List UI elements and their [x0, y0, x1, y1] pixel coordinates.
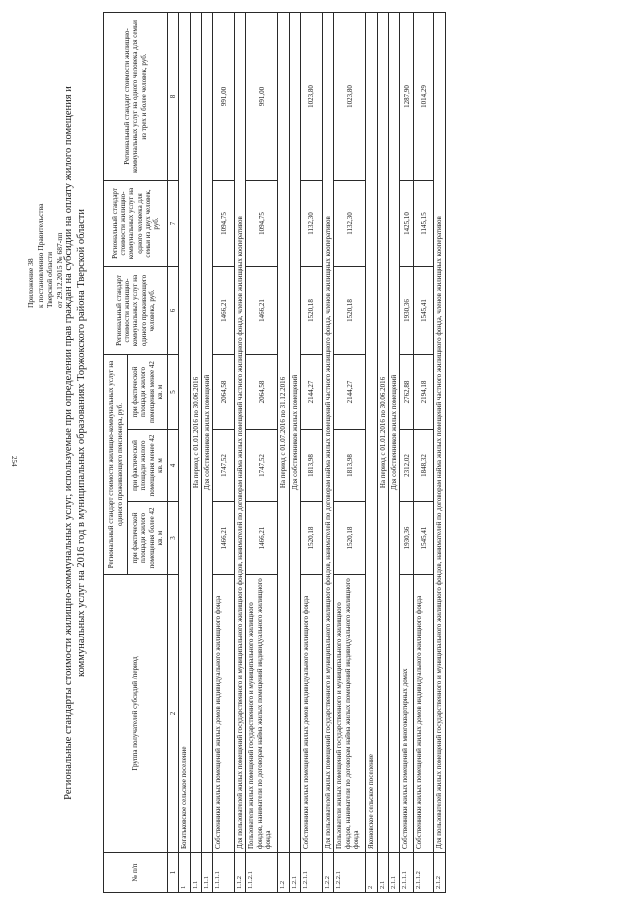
value-cell: 1023,80 [301, 13, 323, 181]
table-row [278, 13, 289, 893]
row-label: Пользователи жилых помещений государственного и муниципального жилищного фондов, наниматели по договорам найма жилых помещений индивидуального жилищного фонда [334, 575, 366, 853]
value-cell: 1520,18 [301, 502, 323, 575]
column-number-row [168, 13, 179, 893]
table-row [388, 13, 399, 893]
category-label: Для собственников жилых помещений [388, 13, 399, 853]
document-title [62, 23, 88, 863]
colnum: 5 [168, 355, 179, 430]
category-label: Для пользователей жилых помещений государственного и муниципального жилищного фондов, нанимателей по договорам найма жилых помещений частного жилищного фонда, членов жилищных кооперативов [323, 13, 334, 853]
row-number: 2 [366, 853, 377, 893]
value-cell: 2064,58 [213, 355, 235, 430]
row-number: 2.1.2 [434, 853, 445, 893]
value-cell: 1930,36 [400, 267, 414, 355]
value-cell: 1094,75 [213, 181, 235, 267]
row-number: 1.2.1 [289, 853, 300, 893]
title-line-2: коммунальных услуг на 2016 год в муниципальных образованиях Торжокского района Тверской области [76, 209, 87, 677]
value-cell: 2064,58 [246, 355, 278, 430]
table-row [213, 13, 235, 893]
row-number: 1.2.2 [323, 853, 334, 893]
value-cell: 2194,18 [414, 355, 434, 430]
row-number: 1.1.2.1 [246, 853, 278, 893]
appendix-number: Приложение 38 [26, 258, 35, 308]
row-number: 1.1 [190, 853, 201, 893]
colnum: 8 [168, 13, 179, 181]
value-cell: 2762,88 [400, 355, 414, 430]
appendix-block [26, 78, 64, 308]
row-number: 1.2.2.1 [334, 853, 366, 893]
row-number: 1.1.1.1 [213, 853, 235, 893]
value-cell: 1520,18 [301, 267, 323, 355]
table-row [190, 13, 201, 893]
colnum: 2 [168, 575, 179, 853]
row-label: Собственники жилых помещений жилых домов индивидуального жилищного фонда [213, 575, 235, 853]
row-label: Собственники жилых помещений в многоквартирных домах [400, 575, 414, 853]
value-cell: 1848,32 [414, 430, 434, 502]
row-number: 1.2.1.1 [301, 853, 323, 893]
appendix-region: Тверской области [45, 251, 55, 308]
value-cell: 1520,18 [334, 502, 366, 575]
row-number: 2.1.1.1 [400, 853, 414, 893]
value-cell: 1132,30 [334, 181, 366, 267]
table-row [246, 13, 278, 893]
header-family-two: Региональный стандарт стоимости жилищно-коммунальных услуг на одного человека для семьи из двух человек, руб. [104, 181, 168, 267]
appendix-date: от 29.12.2015 № 687-пп [54, 232, 64, 308]
period-label: На период с 01.01.2016 по 30.06.2016 [377, 13, 388, 853]
row-label: Собственники жилых помещений жилых домов индивидуального жилищного фонда [414, 575, 434, 853]
value-cell: 1466,21 [246, 502, 278, 575]
header-area-more: при фактической площади жилого помещения более 42 кв. м [128, 502, 168, 575]
table-row [377, 13, 388, 893]
header-family-three: Региональный стандарт стоимости жилищно-коммунальных услуг на одного человека для семьи из трех и более человек, руб. [104, 13, 168, 181]
value-cell: 1747,52 [246, 430, 278, 502]
table-row [179, 13, 190, 893]
value-cell: 1287,90 [400, 13, 414, 181]
page-number: 254 [10, 456, 18, 467]
colnum: 1 [168, 853, 179, 893]
header-num: № п/п [104, 853, 168, 893]
colnum: 6 [168, 267, 179, 355]
settlement-name: Яконовское сельское поселение [366, 13, 377, 853]
value-cell: 1545,41 [414, 267, 434, 355]
value-cell: 2144,27 [301, 355, 323, 430]
header-single-family: Региональный стандарт стоимости жилищно-коммунальных услуг на одиного проживающего человека, руб. [104, 267, 168, 355]
table-row [235, 13, 246, 893]
value-cell: 1545,41 [414, 502, 434, 575]
row-number: 2.1 [377, 853, 388, 893]
value-cell: 1014,29 [414, 13, 434, 181]
colnum: 3 [168, 502, 179, 575]
value-cell: 1466,21 [246, 267, 278, 355]
table-row [400, 13, 414, 893]
value-cell: 1466,21 [213, 267, 235, 355]
category-label: Для собственников жилых помещений [289, 13, 300, 853]
period-label: На период с 01.07.2016 по 31.12.2016 [278, 13, 289, 853]
header-single-pensioner: Региональный стандарт стоимости жилищно-коммунальных услуг на одиного проживающего пенсионера, руб. [104, 355, 128, 575]
value-cell: 1930,36 [400, 502, 414, 575]
value-cell: 1145,15 [414, 181, 434, 267]
category-label: Для пользователей жилых помещений государственного и муниципального жилищного фондов, нанимателей по договорам найма жилых помещений частного жилищного фонда, членов жилищных кооперативов [235, 13, 246, 853]
value-cell: 1466,21 [213, 502, 235, 575]
row-label: Собственники жилых помещений жилых домов индивидуального жилищного фонда [301, 575, 323, 853]
appendix-ref: к постановлению Правительства [35, 203, 45, 308]
table-row [323, 13, 334, 893]
colnum: 4 [168, 430, 179, 502]
table-row [414, 13, 434, 893]
value-cell: 2144,27 [334, 355, 366, 430]
value-cell: 1747,52 [213, 430, 235, 502]
row-number: 2.1.1.2 [414, 853, 434, 893]
value-cell: 991,00 [246, 13, 278, 181]
title-line-1: Региональные стандарты стоимости жилищно-коммунальных услуг, используемые при определении прав граждан на субсидии на оплату жилого помещения и [63, 86, 74, 800]
table-row [434, 13, 445, 893]
value-cell: 1813,98 [301, 430, 323, 502]
row-number: 1.1.1 [201, 853, 212, 893]
header-area-less: при фактической площади жилого помещения менее 42 кв. м [128, 355, 168, 430]
table-row [366, 13, 377, 893]
table-row [289, 13, 300, 893]
value-cell: 1132,30 [301, 181, 323, 267]
value-cell: 1813,98 [334, 430, 366, 502]
value-cell: 1520,18 [334, 267, 366, 355]
settlement-name: Богатьковское сельское поселение [179, 13, 190, 853]
row-number: 1.2 [278, 853, 289, 893]
table-row [301, 13, 323, 893]
value-cell: 1094,75 [246, 181, 278, 267]
table-row [201, 13, 212, 893]
period-label: На период с 01.01.2016 по 30.06.2016 [190, 13, 201, 853]
value-cell: 1425,10 [400, 181, 414, 267]
header-area-less: при фактической площади жилого помещения менее 42 кв. м [128, 430, 168, 502]
category-label: Для пользователей жилых помещений государственного и муниципального жилищного фондов, нанимателей по договорам найма жилых помещений частного жилищного фонда, членов жилищных кооперативов [434, 13, 445, 853]
value-cell: 2312,02 [400, 430, 414, 502]
row-number: 2.1.1 [388, 853, 399, 893]
colnum: 7 [168, 181, 179, 267]
category-label: Для собственников жилых помещений [201, 13, 212, 853]
row-number: 1.1.2 [235, 853, 246, 893]
standards-table [103, 12, 446, 893]
row-number: 1 [179, 853, 190, 893]
value-cell: 1023,80 [334, 13, 366, 181]
header-group: Группа получателей субсидий /период [104, 575, 168, 853]
row-label: Пользователи жилых помещений государственного и муниципального жилищного фондов, наниматели по договорам найма жилых помещений индивидуального жилищного фонда [246, 575, 278, 853]
value-cell: 991,00 [213, 13, 235, 181]
table-row [334, 13, 366, 893]
